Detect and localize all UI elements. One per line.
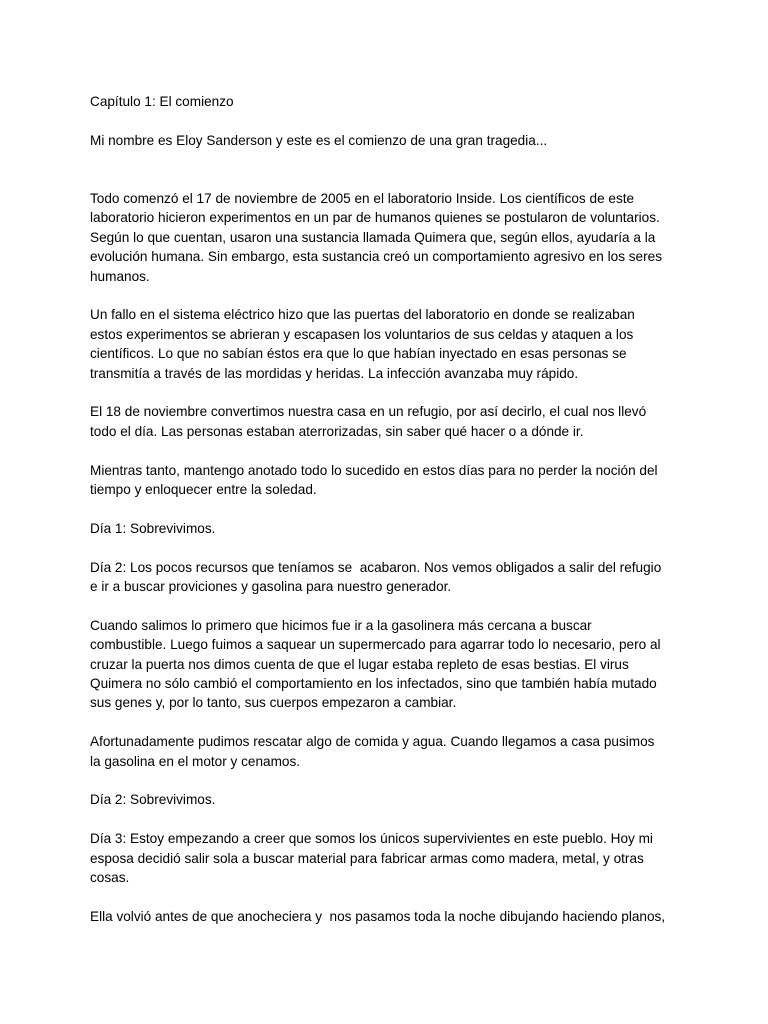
paragraph-day1: Día 1: Sobrevivimos.: [90, 520, 216, 536]
chapter-title: Capítulo 1: El comienzo: [90, 94, 234, 109]
paragraph-4: Mientras tanto, mantengo anotado todo lo sucedido en estos días para no perder la noción del tiempo y enloquecer entre la soledad.: [90, 462, 658, 498]
paragraph-11: Ella volvió antes de que anocheciera y nos pasamos toda la noche dibujando haciendo planos,: [90, 908, 666, 924]
paragraph-2: Un fallo en el sistema eléctrico hizo que las puertas del laboratorio en donde se realizaban estos experimentos se abrieran y escapasen los voluntarios de sus celdas y ataquen a los científicos. Lo que no sabían éstos era que lo que habían inyectado en esas personas se transmitía a través de las mordidas y heridas. La infección avanzaba muy rápido.: [90, 307, 635, 381]
paragraph-8: Afortunadamente pudimos rescatar algo de comida y agua. Cuando llegamos a casa pusimos la gasolina en el motor y cenamos.: [90, 734, 655, 769]
intro-paragraph: Mi nombre es Eloy Sanderson y este es el comienzo de una gran tragedia...: [90, 132, 548, 148]
paragraph-7: Cuando salimos lo primero que hicimos fue ir a la gasolinera más cercana a buscar combustible. Luego fuimos a saquear un supermercado para agarrar todo lo necesario, pero al cruzar la puerta nos dimos cuenta de que el lugar estaba repleto de esas bestias. El virus Quimera no sólo cambió el comportamiento en los infectados, sino que también había mutado sus genes y, por lo tanto, sus cuerpos empezaron a cambiar.: [90, 617, 661, 711]
paragraph-day3: Día 3: Estoy empezando a creer que somos los únicos supervivientes en este pueblo. Hoy mi esposa decidió salir sola a buscar material para fabricar armas como madera, metal, y otras cosas.: [90, 831, 653, 886]
paragraph-3: El 18 de noviembre convertimos nuestra casa en un refugio, por así decirlo, el cual nos llevó todo el día. Las personas estaban aterrorizadas, sin saber qué hacer o a dónde ir.: [90, 404, 647, 439]
paragraph-1: Todo comenzó el 17 de noviembre de 2005 en el laboratorio Inside. Los científicos de este laboratorio hicieron experimentos en un par de humanos quienes se postularon de voluntarios. Según lo que cuentan, usaron una sustancia llamada Quimera que, según ellos, ayudaría a la evolución humana. Sin embargo, esta sustancia creó un comportamiento agresivo en los seres humanos.: [90, 191, 663, 284]
paragraph-day2: Día 2: Los pocos recursos que teníamos se acabaron. Nos vemos obligados a salir del refugio e ir a buscar proviciones y gasolina para nuestro generador.: [90, 559, 662, 595]
document-page: [90, 92, 690, 946]
paragraph-day2-survived: Día 2: Sobrevivimos.: [90, 792, 216, 808]
